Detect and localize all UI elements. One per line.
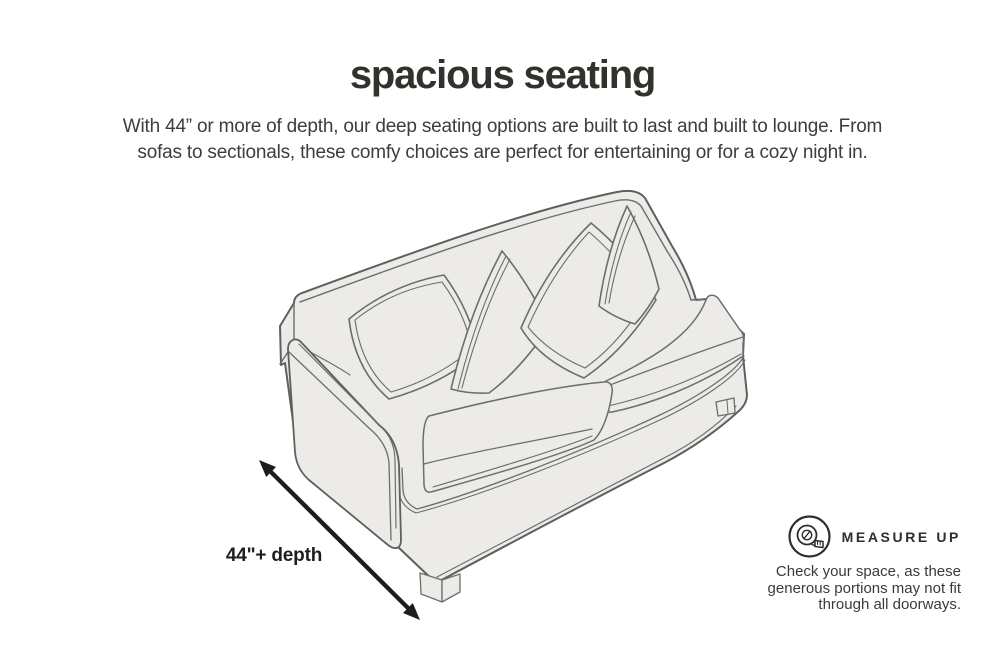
measure-up-body-line-2: generous portions may not fit (767, 579, 961, 597)
measure-up-body-line-1: Check your space, as these (775, 563, 961, 580)
measure-up-header (711, 514, 961, 559)
sofa-illustration (280, 191, 747, 602)
tape-measure-icon (787, 514, 832, 559)
measure-up-note (711, 514, 961, 614)
page-title: spacious seating (349, 53, 656, 97)
measure-up-body (711, 564, 961, 614)
depth-dimension-label: 44"+ depth (225, 545, 323, 566)
measure-up-body-line-3: through all doorways. (818, 596, 961, 613)
intro-line-2: sofas to sectionals, these comfy choices are perfect for entertaining or for a cozy night in. (137, 142, 868, 163)
intro-line-1: With 44” or more of depth, our deep seating options are built to last and built to lounge. From (122, 116, 883, 137)
measure-up-heading: MEASURE UP (841, 528, 961, 545)
